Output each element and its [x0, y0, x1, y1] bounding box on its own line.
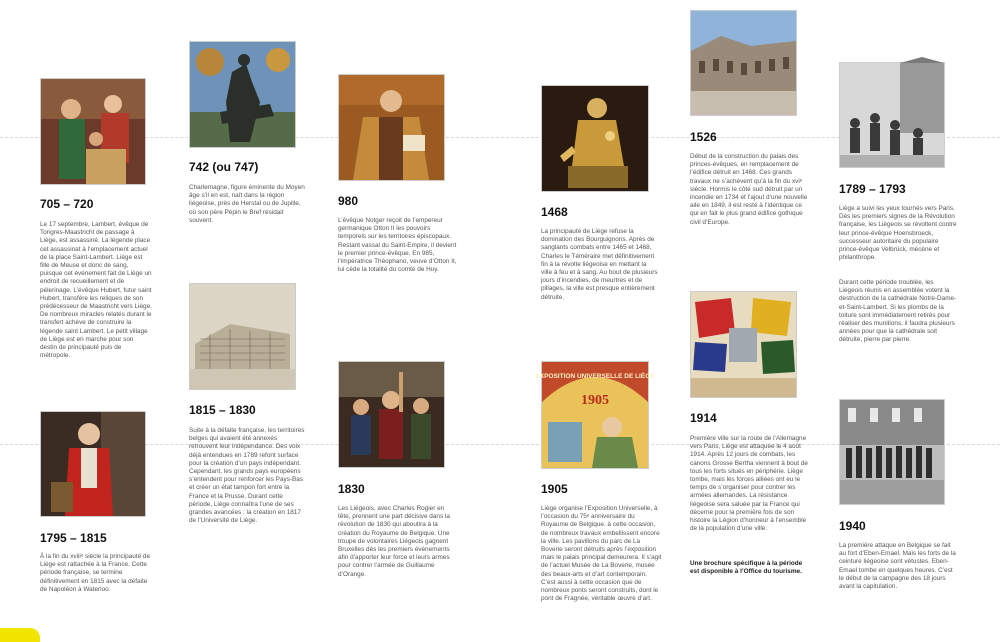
golden-reliquary-image [541, 85, 649, 192]
napoleon-portrait-image [40, 411, 146, 517]
entry-text: Liège a suivi les yeux tournés vers Paris. Dès les premiers signes de la Révolution française, les Liégeois se révoltent contre leur prince-évêque Hoensbroeck, successeur autoritaire du populaire prince-évêque Velbrück, mécène et philanthrope. [839, 205, 957, 262]
entry-year: 1830 [338, 482, 365, 496]
city-engraving-image [189, 283, 296, 390]
entry-text: La principauté de Liège refuse la domination des Bourguignons. Après de sanglants combats entre 1465 et 1468, Charles le Téméraire met définitivement fin à la révolte liégeoise en mettant la ville à feu et à sang. Au bout de plusieurs jours d’incendies, de meurtres et de pillages, la ville est presque entièrement détruite. [541, 228, 658, 301]
entry-text: Les Liégeois, avec Charles Rogier en tête, prennent une part décisive dans la révolution de 1830 qui aboutira à la création du Royaume de Belgique. Une troupe de volontaires Liégeois gagnent Bruxelles dès les premiers événements afin d’apporter leur force et leurs armes pour contrer l’armée de Guillaume d’Orange. [338, 505, 450, 578]
flags-poster-image [690, 291, 797, 398]
entry-year: 1795 – 1815 [40, 531, 107, 545]
entry-text: L’évêque Notger reçoit de l’empereur germanique Otton II les pouvoirs temporels sur les territoires épiscopaux. Restant vassal du Saint-Empire, il devient le premier prince-évêque. En 985, l’impératrice Théophano, veuve d’Otton II, lui cède la totalité du comté de Huy. [338, 217, 457, 274]
entry-text: Première ville sur la route de l’Allemagne vers Paris, Liège est attaquée le 4 août 1914. Après 12 jours de combats, les canons Grosse Bertha viennent à bout de tous les forts situés en périphérie. Liège tombe, mais les forces alliées ont eu le temps de s’organiser pour contrer les armées allemandes. La résistance liégeoise sera saluée par la France qui décerne pour la première fois de son histoire la Légion d’honneur à l’ensemble de la population d’une ville. [690, 435, 808, 533]
entry-text: Charlemagne, figure éminente du Moyen âge s’il en est, naît dans la région liégeoise, près de Herstal ou de Jupille, où son père Pépin le Bref résidait souvent. [189, 184, 305, 224]
entry-year: 1940 [839, 519, 866, 533]
notger-portrait-image [338, 74, 445, 181]
entry-text: La première attaque en Belgique se fait au fort d’Eben-Emael. Mais les forts de la ceinture liégeoise sont vétustes. Eben-Emael tombe en quelques heures. C’est le début de la campagne des 18 jours avant la capitulation. [839, 542, 956, 591]
entry-year: 1789 – 1793 [839, 182, 906, 196]
brochure-note: Une brochure spécifique à la période est disponible à l’Office du tourisme. [690, 560, 803, 576]
entry-text: Début de la construction du palais des princes-évêques, en remplacement de l’édifice détruit en 1468. Ces grands travaux ne s’achèvent qu’à la fin du xviᵉ siècle. Hormis le côté sud détruit par un incendie en 1734 et l’ajout d’une nouvelle aile en 1849, il est resté à l’identique ce qui en fait le plus grand édifice gothique civil d’Europe. [690, 153, 808, 226]
entry-year: 1905 [541, 482, 568, 496]
soldiers-photo-image [839, 399, 945, 505]
entry-year: 705 – 720 [40, 197, 94, 211]
entry-year: 1526 [690, 130, 717, 144]
entry-year: 980 [338, 194, 359, 208]
entry-year: 1914 [690, 411, 717, 425]
entry-text: Le 17 septembre, Lambert, évêque de Tongres-Maastricht de passage à Liège, est assassiné. La légende place cet assassinat à l’emplacement actuel de la place Saint-Lambert. Liège est fille de Meuse et donc de sang, puisque cet événement fait de Liège un endroit de recueillement et de pèlerinage. L’évêque Hubert, futur saint Hubert, transfère les reliques de son prédécesseur de Maastricht vers Liège. De nombreux miracles relatés durant le transfert achève de construire la légende saint Lambert. Le petit village de Liège est en marche pour son destin de principauté puis de métropole. [40, 221, 152, 360]
entry-year: 1468 [541, 205, 568, 219]
poster-title: EXPOSITION UNIVERSELLE DE LIÈGE [535, 373, 655, 380]
princes-eveques-palace-image [690, 10, 797, 116]
volunteers-painting-image [338, 361, 445, 468]
charlemagne-statue-image [189, 41, 296, 148]
entry-text: À la fin du xviiiᵉ siècle la principauté de Liège est rattachée à la France. Cette période française, se termine définitivement en 1815 avec la défaite de Napoléon à Waterloo. [40, 553, 151, 593]
poster-year: 1905 [581, 393, 609, 408]
exposition-poster-image [535, 361, 655, 469]
entry-year: 1815 – 1830 [189, 403, 256, 417]
page-corner-accent [0, 628, 40, 642]
entry-text: Suite à la défaite française, les territoires belges qui avaient été annexés retrouvent leur indépendance. Des voix déjà entendues en 1789 refont surface pour la création d’un pays indépendant. Cependant, les grands pays européens s’entendent pour renforcer les Pays-Bas et créer un état tampon fort entre la France et la Prusse. Durant cette période, Liège connaîtra l’une de ses grandes avancées : la création en 1817 de l’Université de Liège. [189, 427, 305, 525]
revolution-engraving-image [839, 62, 945, 168]
entry-text: Liège organise l’Exposition Universelle, à l’occasion du 75ᵉ anniversaire du Royaume de Belgique. à cette occasion, de nombreux travaux embellissent encore la ville. Les pavillons du parc de La Boverie seront détruits après l’exposition mais le palais principal demeurera. Il s’agit de l’actuel Musée de La Boverie, musée des beaux-arts et d’art contemporain. C’est aussi à cette occasion que de nombreux ponts seront construits, dont le pont de Fragnée, véritable œuvre d’art. [541, 505, 662, 603]
saint-lambert-painting-image [40, 78, 146, 185]
entry-text-continued: Durant cette période troublée, les Liégeois réunis en assemblée votent la destruction de la cathédrale Notre-Dame-et-Saint-Lambert. Si les plombs de la toiture sont immédiatement retirés pour réaliser des munitions, il faudra plusieurs années pour que la cathédrale soit détruite, pierre par pierre. [839, 279, 957, 344]
entry-year: 742 (ou 747) [189, 160, 259, 174]
